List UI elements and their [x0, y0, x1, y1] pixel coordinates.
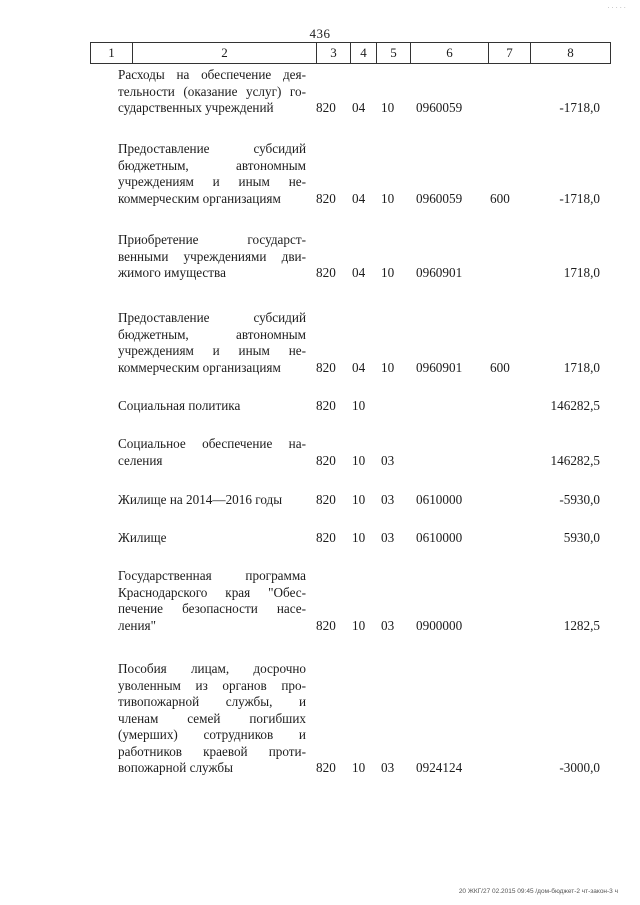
description-line: Приобретение государст- [118, 232, 306, 247]
code-section: 10 [352, 530, 366, 545]
description-line: жимого имущества [118, 265, 226, 280]
code-target: 0960901 [416, 265, 463, 280]
row-description [118, 436, 306, 469]
description-line: учреждениям и иным не- [118, 343, 306, 358]
description-line: тельности (оказание услуг) го- [118, 83, 306, 99]
code-admin: 820 [316, 760, 336, 775]
code-subsection: 03 [381, 617, 395, 633]
row-description [118, 530, 306, 547]
code-target: 0900000 [416, 617, 463, 633]
code-section: 10 [352, 617, 366, 633]
description-line: венными учреждениями дви- [118, 248, 306, 264]
code-section: 04 [352, 190, 366, 206]
code-admin: 820 [316, 492, 336, 507]
code-section: 04 [352, 100, 366, 115]
description-line: ления" [118, 617, 156, 633]
row-description [118, 141, 306, 207]
row-description [118, 661, 306, 777]
code-subsection: 10 [381, 100, 395, 115]
description-line: Государственная программа [118, 568, 306, 583]
code-subsection: 03 [381, 452, 395, 468]
column-header-8: 8 [531, 43, 611, 64]
amount: -5930,0 [559, 492, 600, 507]
row-description [118, 568, 306, 634]
description-line: (умерших) сотрудников и [118, 727, 306, 742]
column-header-3: 3 [317, 43, 351, 64]
description-line: уволенным из органов про- [118, 677, 306, 693]
amount: 5930,0 [563, 530, 600, 545]
description-line: Жилище на 2014—2016 годы [118, 492, 283, 507]
row-description [118, 492, 306, 509]
code-expense-type: 600 [490, 359, 510, 375]
code-target: 0610000 [416, 492, 463, 507]
page-number: 436 [309, 26, 331, 41]
description-line: бюджетным, автономным [118, 157, 306, 173]
description-line: Социальное обеспечение на- [118, 436, 306, 451]
code-admin: 820 [316, 265, 336, 280]
description-line: вопожарной службы [118, 760, 233, 775]
amount: 146282,5 [550, 452, 600, 468]
description-line: Жилище [118, 530, 167, 545]
description-line: Предоставление субсидий [118, 310, 306, 325]
column-header-5: 5 [377, 43, 411, 64]
amount: 1282,5 [563, 617, 600, 633]
column-header-1: 1 [91, 43, 133, 64]
row-description [118, 310, 306, 376]
code-subsection: 03 [381, 530, 395, 545]
code-admin: 820 [316, 359, 336, 375]
code-target: 0960059 [416, 100, 463, 115]
description-line: бюджетным, автономным [118, 326, 306, 342]
code-section: 10 [352, 760, 366, 775]
code-subsection: 10 [381, 359, 395, 375]
code-target: 0960901 [416, 359, 463, 375]
code-subsection: 10 [381, 265, 395, 280]
code-admin: 820 [316, 530, 336, 545]
code-expense-type: 600 [490, 190, 510, 206]
description-line: селения [118, 452, 163, 468]
footer-stamp: 20 ЖКГ/27 02.2015 09:45 /дом-бюджет-2 чт-закон-3 ч [458, 888, 618, 895]
column-header-6: 6 [411, 43, 489, 64]
code-admin: 820 [316, 452, 336, 468]
column-header-7: 7 [489, 43, 531, 64]
amount: 1718,0 [563, 359, 600, 375]
description-line: Краснодарского края "Обес- [118, 584, 306, 600]
amount: -1718,0 [559, 190, 600, 206]
description-line: членам семей погибших [118, 710, 306, 726]
code-subsection: 03 [381, 492, 395, 507]
amount: 146282,5 [550, 398, 600, 413]
row-description [118, 67, 306, 117]
amount: -3000,0 [559, 760, 600, 775]
amount: 1718,0 [563, 265, 600, 280]
code-subsection: 10 [381, 190, 395, 206]
code-admin: 820 [316, 100, 336, 115]
code-admin: 820 [316, 398, 336, 413]
code-admin: 820 [316, 617, 336, 633]
code-section: 04 [352, 359, 366, 375]
code-section: 04 [352, 265, 366, 280]
row-description [118, 232, 306, 282]
description-line: тивопожарной службы, и [118, 694, 306, 709]
code-target: 0924124 [416, 760, 463, 775]
code-section: 10 [352, 398, 366, 413]
description-line: Пособия лицам, досрочно [118, 661, 306, 676]
column-header-table [90, 42, 611, 64]
column-header-row [91, 43, 611, 64]
code-section: 10 [352, 492, 366, 507]
amount: -1718,0 [559, 100, 600, 115]
row-description [118, 398, 306, 415]
description-line: Расходы на обеспечение дея- [118, 67, 306, 82]
description-line: учреждениям и иным не- [118, 174, 306, 189]
description-line: работников краевой проти- [118, 743, 306, 759]
description-line: Предоставление субсидий [118, 141, 306, 156]
description-line: коммерческим организациям [118, 190, 281, 206]
code-section: 10 [352, 452, 366, 468]
code-subsection: 03 [381, 760, 395, 775]
description-line: сударственных учреждений [118, 100, 274, 115]
code-target: 0610000 [416, 530, 463, 545]
description-line: коммерческим организациям [118, 359, 281, 375]
description-line: Социальная политика [118, 398, 241, 413]
column-header-2: 2 [133, 43, 317, 64]
description-line: печение безопасности насе- [118, 601, 306, 616]
column-header-4: 4 [351, 43, 377, 64]
scan-mark: · · · · · [607, 4, 626, 12]
code-admin: 820 [316, 190, 336, 206]
code-target: 0960059 [416, 190, 463, 206]
